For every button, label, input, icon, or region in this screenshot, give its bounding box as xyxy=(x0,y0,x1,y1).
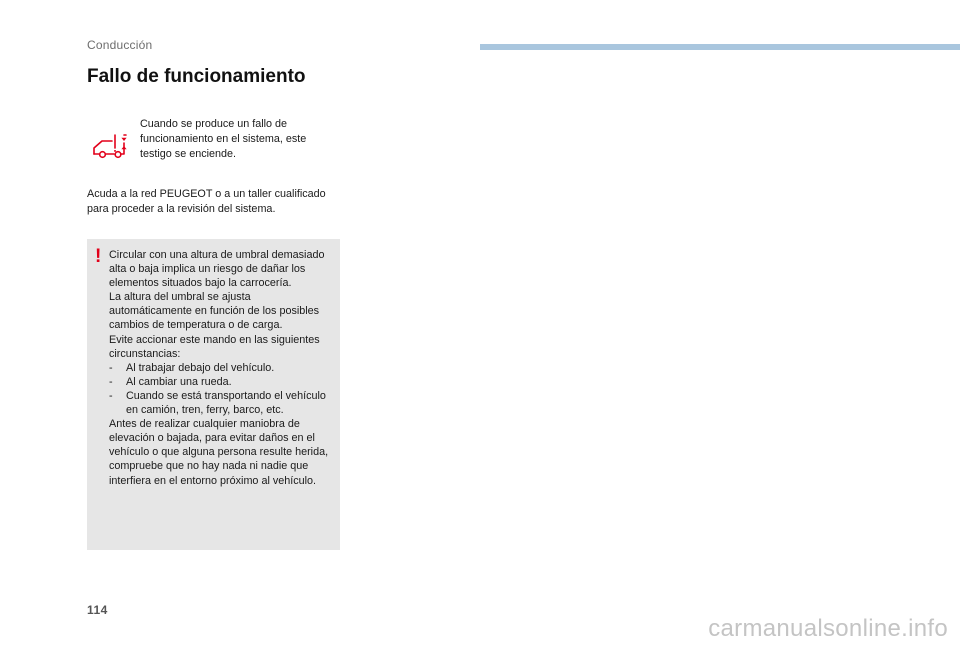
vehicle-height-fault-icon xyxy=(90,131,132,161)
warning-paragraph: La altura del umbral se ajusta automáticamente en función de los posibles cambios de temperatura o de carga. xyxy=(109,291,320,332)
warning-box-text xyxy=(109,248,335,488)
service-paragraph: Acuda a la red PEUGEOT o a un taller cualificado para proceder a la revisión del sistema. xyxy=(87,188,326,215)
circumstances-list xyxy=(109,361,335,417)
section-title: Conducción xyxy=(87,38,153,52)
warning-box xyxy=(87,239,340,550)
exclamation-icon: ! xyxy=(95,246,102,267)
list-item: - Al cambiar una rueda. xyxy=(109,375,232,388)
warning-lamp-description: Cuando se produce un fallo de funcionamiento en el sistema, este testigo se enciende. xyxy=(140,118,307,160)
list-item: - Cuando se está transportando el vehículo en camión, tren, ferry, barco, etc. xyxy=(109,389,326,417)
warning-paragraph: Circular con una altura de umbral demasiado alta o baja implica un riesgo de dañar los elementos situados bajo la carrocería. xyxy=(109,249,325,290)
warning-paragraph: Evite accionar este mando en las siguientes circunstancias: xyxy=(109,333,320,360)
header-accent-bar xyxy=(480,44,960,50)
list-item: - Al trabajar debajo del vehículo. xyxy=(109,361,275,374)
page-title: Fallo de funcionamiento xyxy=(87,66,306,87)
watermark: carmanualsonline.info xyxy=(708,615,948,642)
page-number: 114 xyxy=(87,603,108,617)
warning-paragraph: Antes de realizar cualquier maniobra de elevación o bajada, para evitar daños en el vehículo o que alguna persona resulte herida, compruebe que no hay nada ni nadie que interfiera en el entorno próximo al vehículo. xyxy=(109,418,329,487)
